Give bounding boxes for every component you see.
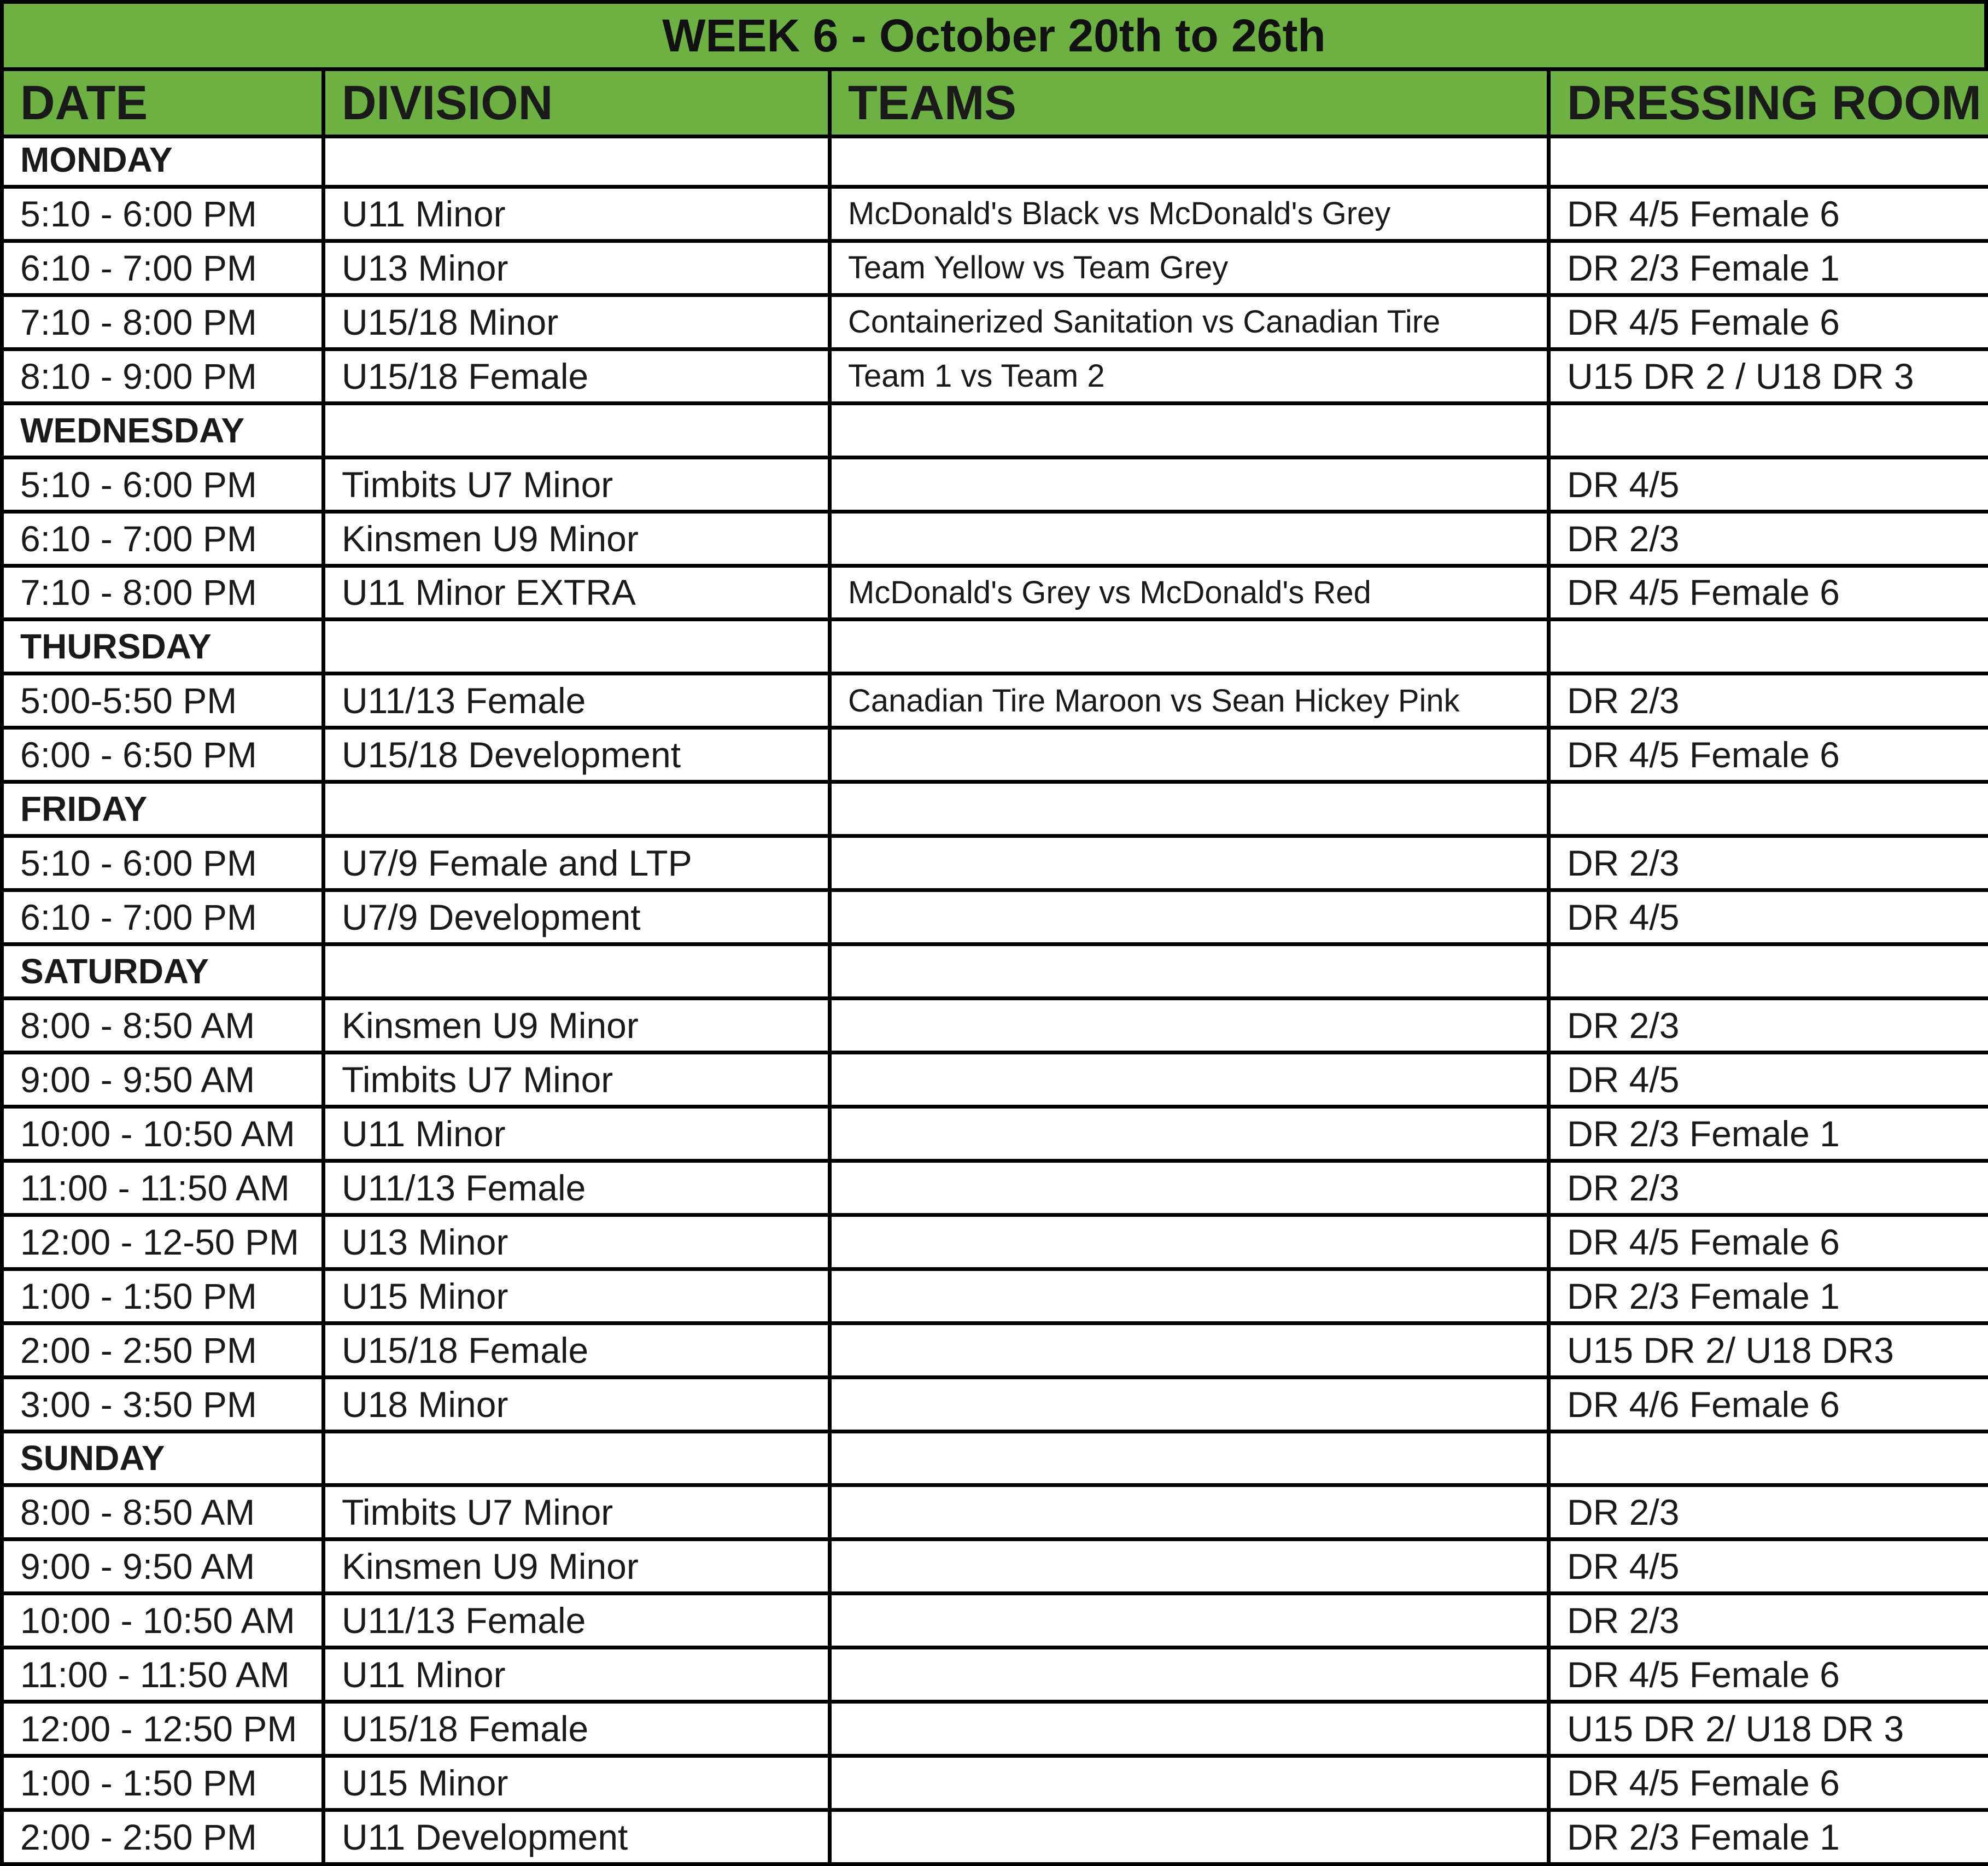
division-cell: U11 Development xyxy=(325,1812,832,1866)
division-cell: Kinsmen U9 Minor xyxy=(325,514,832,568)
teams-cell: McDonald's Grey vs McDonald's Red xyxy=(832,568,1551,622)
teams-cell xyxy=(832,730,1551,784)
date-cell: 12:00 - 12:50 PM xyxy=(0,1704,325,1758)
dressing-room-cell: DR 2/3 Female 1 xyxy=(1551,1812,1988,1866)
dressing-room-cell: DR 4/5 xyxy=(1551,1054,1988,1109)
date-cell: 9:00 - 9:50 AM xyxy=(0,1054,325,1109)
teams-cell xyxy=(832,946,1551,1000)
dressing-room-cell: DR 4/5 Female 6 xyxy=(1551,189,1988,243)
division-cell: U11/13 Female xyxy=(325,1163,832,1217)
teams-cell: McDonald's Black vs McDonald's Grey xyxy=(832,189,1551,243)
dressing-room-cell: DR 2/3 xyxy=(1551,1595,1988,1649)
division-cell: Timbits U7 Minor xyxy=(325,459,832,514)
division-cell: Kinsmen U9 Minor xyxy=(325,1000,832,1054)
teams-cell xyxy=(832,1000,1551,1054)
date-cell: 12:00 - 12-50 PM xyxy=(0,1217,325,1271)
date-cell: 2:00 - 2:50 PM xyxy=(0,1325,325,1379)
division-cell: U15/18 Female xyxy=(325,1325,832,1379)
dressing-room-cell xyxy=(1551,135,1988,189)
division-cell: U13 Minor xyxy=(325,1217,832,1271)
teams-cell: Containerized Sanitation vs Canadian Tire xyxy=(832,297,1551,351)
teams-cell xyxy=(832,1812,1551,1866)
date-cell: 6:10 - 7:00 PM xyxy=(0,892,325,946)
date-cell: 6:10 - 7:00 PM xyxy=(0,243,325,297)
division-cell: U13 Minor xyxy=(325,243,832,297)
dressing-room-cell: U15 DR 2 / U18 DR 3 xyxy=(1551,351,1988,405)
teams-cell: Team 1 vs Team 2 xyxy=(832,351,1551,405)
teams-cell xyxy=(832,1325,1551,1379)
day-label: SUNDAY xyxy=(0,1433,325,1488)
teams-cell xyxy=(832,514,1551,568)
dressing-room-cell: U15 DR 2/ U18 DR 3 xyxy=(1551,1704,1988,1758)
teams-cell xyxy=(832,1054,1551,1109)
dressing-room-cell: DR 2/3 xyxy=(1551,675,1988,730)
teams-cell xyxy=(832,1433,1551,1488)
division-cell: U15/18 Development xyxy=(325,730,832,784)
day-label: MONDAY xyxy=(0,135,325,189)
date-cell: 7:10 - 8:00 PM xyxy=(0,297,325,351)
schedule-title: WEEK 6 - October 20th to 26th xyxy=(662,9,1326,61)
date-cell: 10:00 - 10:50 AM xyxy=(0,1109,325,1163)
dressing-room-cell: DR 4/6 Female 6 xyxy=(1551,1379,1988,1433)
date-cell: 11:00 - 11:50 AM xyxy=(0,1649,325,1704)
date-cell: 10:00 - 10:50 AM xyxy=(0,1595,325,1649)
teams-cell xyxy=(832,1379,1551,1433)
header-dressing-room: DRESSING ROOM xyxy=(1551,67,1988,138)
date-cell: 7:10 - 8:00 PM xyxy=(0,568,325,622)
division-cell xyxy=(325,621,832,675)
division-cell: Timbits U7 Minor xyxy=(325,1054,832,1109)
division-cell: U11/13 Female xyxy=(325,675,832,730)
teams-cell xyxy=(832,1271,1551,1325)
date-cell: 5:00-5:50 PM xyxy=(0,675,325,730)
teams-cell xyxy=(832,1595,1551,1649)
division-cell xyxy=(325,784,832,838)
date-cell: 8:00 - 8:50 AM xyxy=(0,1487,325,1541)
division-cell: U11 Minor xyxy=(325,1109,832,1163)
dressing-room-cell xyxy=(1551,784,1988,838)
teams-cell xyxy=(832,1217,1551,1271)
dressing-room-cell: DR 4/5 Female 6 xyxy=(1551,568,1988,622)
date-cell: 6:10 - 7:00 PM xyxy=(0,514,325,568)
day-label: WEDNESDAY xyxy=(0,405,325,459)
header-division: DIVISION xyxy=(325,67,832,138)
teams-cell xyxy=(832,838,1551,892)
dressing-room-cell: DR 2/3 xyxy=(1551,1487,1988,1541)
division-cell xyxy=(325,135,832,189)
teams-cell xyxy=(832,1109,1551,1163)
dressing-room-cell: DR 4/5 xyxy=(1551,459,1988,514)
division-cell: Timbits U7 Minor xyxy=(325,1487,832,1541)
division-cell: U15/18 Female xyxy=(325,351,832,405)
teams-cell: Canadian Tire Maroon vs Sean Hickey Pink xyxy=(832,675,1551,730)
dressing-room-cell: DR 4/5 Female 6 xyxy=(1551,1649,1988,1704)
division-cell: U11 Minor xyxy=(325,189,832,243)
date-cell: 2:00 - 2:50 PM xyxy=(0,1812,325,1866)
dressing-room-cell xyxy=(1551,621,1988,675)
date-cell: 9:00 - 9:50 AM xyxy=(0,1541,325,1595)
division-cell: U18 Minor xyxy=(325,1379,832,1433)
date-cell: 1:00 - 1:50 PM xyxy=(0,1271,325,1325)
dressing-room-cell: DR 2/3 xyxy=(1551,514,1988,568)
dressing-room-cell: DR 2/3 xyxy=(1551,838,1988,892)
dressing-room-cell xyxy=(1551,946,1988,1000)
dressing-room-cell: DR 4/5 Female 6 xyxy=(1551,730,1988,784)
dressing-room-cell: DR 2/3 Female 1 xyxy=(1551,1109,1988,1163)
dressing-room-cell: DR 4/5 Female 6 xyxy=(1551,297,1988,351)
teams-cell xyxy=(832,1487,1551,1541)
teams-cell xyxy=(832,405,1551,459)
teams-cell xyxy=(832,135,1551,189)
date-cell: 3:00 - 3:50 PM xyxy=(0,1379,325,1433)
dressing-room-cell xyxy=(1551,405,1988,459)
schedule-table xyxy=(0,67,1988,1866)
teams-cell xyxy=(832,1704,1551,1758)
date-cell: 5:10 - 6:00 PM xyxy=(0,189,325,243)
division-cell xyxy=(325,946,832,1000)
division-cell: U11 Minor EXTRA xyxy=(325,568,832,622)
division-cell: U7/9 Female and LTP xyxy=(325,838,832,892)
teams-cell xyxy=(832,892,1551,946)
teams-cell xyxy=(832,1758,1551,1812)
dressing-room-cell: DR 4/5 xyxy=(1551,1541,1988,1595)
dressing-room-cell: DR 2/3 Female 1 xyxy=(1551,1271,1988,1325)
dressing-room-cell: U15 DR 2/ U18 DR3 xyxy=(1551,1325,1988,1379)
division-cell: U11/13 Female xyxy=(325,1595,832,1649)
dressing-room-cell: DR 2/3 xyxy=(1551,1163,1988,1217)
date-cell: 6:00 - 6:50 PM xyxy=(0,730,325,784)
day-label: THURSDAY xyxy=(0,621,325,675)
date-cell: 11:00 - 11:50 AM xyxy=(0,1163,325,1217)
day-label: FRIDAY xyxy=(0,784,325,838)
teams-cell xyxy=(832,1541,1551,1595)
teams-cell xyxy=(832,459,1551,514)
division-cell: U15 Minor xyxy=(325,1271,832,1325)
teams-cell xyxy=(832,1163,1551,1217)
division-cell: U7/9 Development xyxy=(325,892,832,946)
dressing-room-cell xyxy=(1551,1433,1988,1488)
date-cell: 5:10 - 6:00 PM xyxy=(0,838,325,892)
teams-cell: Team Yellow vs Team Grey xyxy=(832,243,1551,297)
title-bar xyxy=(0,0,1988,71)
dressing-room-cell: DR 2/3 Female 1 xyxy=(1551,243,1988,297)
division-cell: U15/18 Female xyxy=(325,1704,832,1758)
division-cell: U15/18 Minor xyxy=(325,297,832,351)
teams-cell xyxy=(832,1649,1551,1704)
date-cell: 5:10 - 6:00 PM xyxy=(0,459,325,514)
teams-cell xyxy=(832,621,1551,675)
division-cell: U11 Minor xyxy=(325,1649,832,1704)
teams-cell xyxy=(832,784,1551,838)
header-date: DATE xyxy=(0,67,325,138)
date-cell: 1:00 - 1:50 PM xyxy=(0,1758,325,1812)
division-cell xyxy=(325,405,832,459)
date-cell: 8:10 - 9:00 PM xyxy=(0,351,325,405)
dressing-room-cell: DR 4/5 Female 6 xyxy=(1551,1758,1988,1812)
division-cell: U15 Minor xyxy=(325,1758,832,1812)
date-cell: 8:00 - 8:50 AM xyxy=(0,1000,325,1054)
dressing-room-cell: DR 4/5 Female 6 xyxy=(1551,1217,1988,1271)
dressing-room-cell: DR 2/3 xyxy=(1551,1000,1988,1054)
division-cell xyxy=(325,1433,832,1488)
division-cell: Kinsmen U9 Minor xyxy=(325,1541,832,1595)
header-teams: TEAMS xyxy=(832,67,1551,138)
day-label: SATURDAY xyxy=(0,946,325,1000)
dressing-room-cell: DR 4/5 xyxy=(1551,892,1988,946)
